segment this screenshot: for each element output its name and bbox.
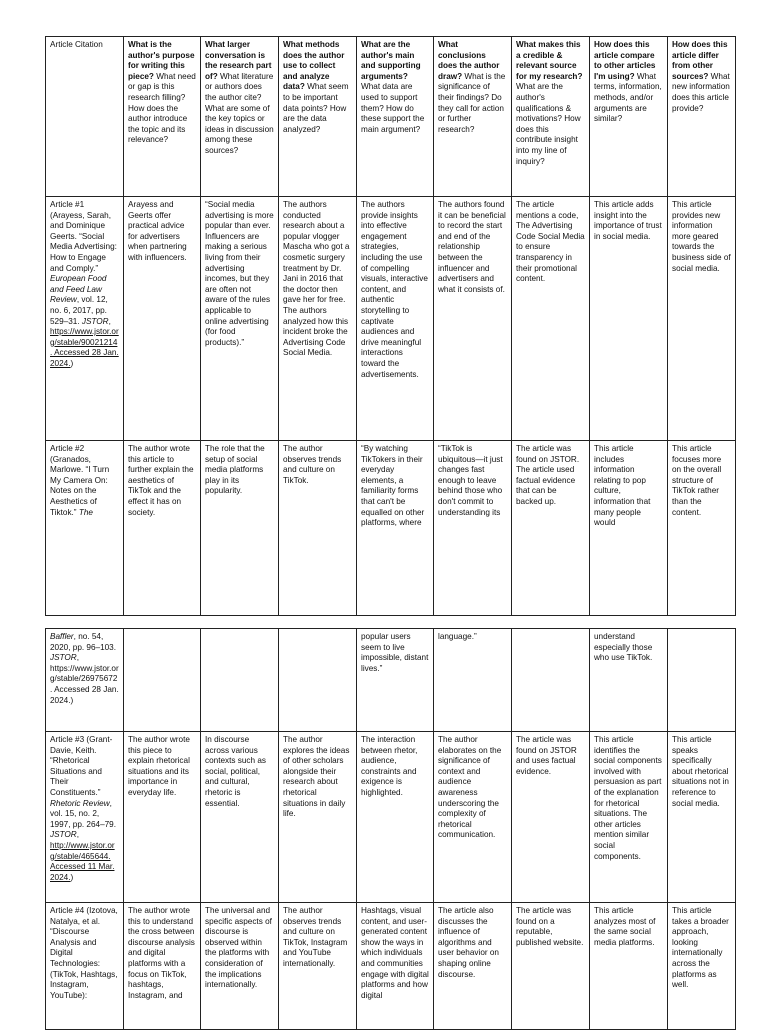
article-4-purpose: The author wrote this to understand the cross between discourse analysis and digital platforms with a focus on TikTok, hashtags, Instagram, and	[124, 903, 201, 1030]
article-2-methods-continued	[279, 629, 357, 732]
article-3-link[interactable]: http://www.jstor.org/stable/465644. Accessed 11 Mar. 2024.	[50, 840, 115, 882]
article-2-purpose-continued	[124, 629, 201, 732]
article-2-credible: The article was found on JSTOR. The article used factual evidence that can be backed up.	[512, 441, 590, 616]
table-page-bottom	[45, 628, 735, 1030]
article-3-conversation: In discourse across various contexts such as social, political, and cultural, rhetoric is essential.	[201, 732, 279, 903]
header-arguments: What are the author's main and supporting arguments? What data are used to support them? How do these support the main argument?	[357, 37, 434, 197]
header-differ: How does this article differ from other sources? What new information does this article provide?	[668, 37, 736, 197]
article-2-methods: The author observes trends and culture on TikTok.	[279, 441, 357, 616]
article-2-compare-continued: understand especially those who use TikTok.	[590, 629, 668, 732]
article-1-link[interactable]: https://www.jstor.org/stable/90021214. Accessed 28 Jan. 2024.	[50, 327, 119, 368]
article-1-citation: Article #1 (Arayess, Sarah, and Dominique Geerts. “Social Media Advertising: How to Engage and Comply.” European Food and Feed Law Review, vol. 12, no. 6, 2017, pp. 529–31. JSTOR, https://www.jstor.org/stable/90021214. Accessed 28 Jan. 2024.)	[46, 197, 124, 441]
article-4-credible: The article was found on a reputable, published website.	[512, 903, 590, 1030]
article-4-arguments: Hashtags, visual content, and user-generated content show the ways in which individuals and communities engage with digital platforms and how digital	[357, 903, 434, 1030]
table-row-article-2	[46, 441, 736, 616]
article-2-compare: This article includes information relating to pop culture, information that many people would	[590, 441, 668, 616]
header-credible: What makes this a credible & relevant source for my research? What are the author's qualifications & motivations? How does this contribute insight into my line of inquiry?	[512, 37, 590, 197]
article-2-differ: This article focuses more on the overall structure of TikTok rather than the content.	[668, 441, 736, 616]
article-1-conversation: “Social media advertising is more popular than ever. Influencers are making a serious living from their advertising incomes, but they are often not aware of the rules applicable to online advertising (for food products).”	[201, 197, 279, 441]
article-1-conclusions: The authors found it can be beneficial to record the start and end of the relationship between the influencer and advertisers and what it consists of.	[434, 197, 512, 441]
research-matrix-table-top	[45, 36, 736, 616]
header-conclusions: What conclusions does the author draw? What is the significance of their findings? Do they call for action or further research?	[434, 37, 512, 197]
table-row-article-3	[46, 732, 736, 903]
article-2-conversation-continued	[201, 629, 279, 732]
article-2-credible-continued	[512, 629, 590, 732]
table-row-article-2-continued	[46, 629, 736, 732]
article-3-credible: The article was found on JSTOR and uses factual evidence.	[512, 732, 590, 903]
article-2-conversation: The role that the setup of social media platforms play in its popularity.	[201, 441, 279, 616]
article-4-compare: This article analyzes most of the same social media platforms.	[590, 903, 668, 1030]
article-2-conclusions: “TikTok is ubiquitous—it just changes fast enough to leave behind those who don't commit to understanding its	[434, 441, 512, 616]
article-2-conclusions-continued: language.”	[434, 629, 512, 732]
article-2-citation-continued: Baffler, no. 54, 2020, pp. 96–103. JSTOR, https://www.jstor.org/stable/26975672. Accessed 28 Jan. 2024.)	[46, 629, 124, 732]
article-2-arguments-continued: popular users seem to live impossible, distant lives.”	[357, 629, 434, 732]
article-1-purpose: Arayess and Geerts offer practical advice for advertisers when partnering with influencers.	[124, 197, 201, 441]
article-3-methods: The author explores the ideas of other scholars alongside their research about rhetorical situations in daily life.	[279, 732, 357, 903]
article-1-credible: The article mentions a code, The Advertising Code Social Media to ensure transparency in their promotional content.	[512, 197, 590, 441]
article-3-citation: Article #3 (Grant-Davie, Keith. “Rhetorical Situations and Their Constituents.” Rhetoric Review, vol. 15, no. 2, 1997, pp. 264–79. JSTOR, http://www.jstor.org/stable/465644. Accessed 11 Mar. 2024.)	[46, 732, 124, 903]
table-row-article-4	[46, 903, 736, 1030]
header-citation: Article Citation	[46, 37, 124, 197]
article-4-differ: This article takes a broader approach, looking internationally across the platforms as well.	[668, 903, 736, 1030]
article-2-arguments: “By watching TikTokers in their everyday elements, a familiarity forms that can't be equalled on other platforms, where	[357, 441, 434, 616]
header-conversation: What larger conversation is the research part of? What literature or authors does the author cite? What are some of the key topics or ideas in discussion among these sources?	[201, 37, 279, 197]
research-matrix-table-bottom	[45, 628, 736, 1030]
article-4-citation: Article #4 (Izotova, Natalya, et al. “Discourse Analysis and Digital Technologies: (TikTok, Hashtags, Instagram, YouTube):	[46, 903, 124, 1030]
article-3-compare: This article identifies the social components involved with persuasion as part of the explanation for rhetorical situations. The other articles mention similar social components.	[590, 732, 668, 903]
header-row	[46, 37, 736, 197]
header-methods: What methods does the author use to collect and analyze data? What seem to be important data points? How are the data analyzed?	[279, 37, 357, 197]
article-4-methods: The author observes trends and culture on TikTok, Instagram and YouTube internationally.	[279, 903, 357, 1030]
article-2-purpose: The author wrote this article to further explain the aesthetics of TikTok and the effect it has on society.	[124, 441, 201, 616]
header-purpose: What is the author's purpose for writing this piece? What need or gap is this research filling? How does the author introduce the topic and its relevance?	[124, 37, 201, 197]
article-1-compare: This article adds insight into the importance of trust in social media.	[590, 197, 668, 441]
header-compare: How does this article compare to other articles I'm using? What terms, information, methods, and/or arguments are similar?	[590, 37, 668, 197]
table-row-article-1	[46, 197, 736, 441]
article-3-purpose: The author wrote this piece to explain rhetorical situations and its importance in everyday life.	[124, 732, 201, 903]
article-1-differ: This article provides new information more geared towards the business side of social media.	[668, 197, 736, 441]
article-1-methods: The authors conducted research about a popular vlogger Mascha who got a cosmetic surgery treatment by Dr. Jani in 2016 that the doctor then gave her for free. The authors analyzed how this incident broke the Advertising Code Social Media.	[279, 197, 357, 441]
article-2-differ-continued	[668, 629, 736, 732]
article-4-conclusions: The article also discusses the influence of algorithms and user behavior on shaping online discourse.	[434, 903, 512, 1030]
article-4-conversation: The universal and specific aspects of discourse is observed within the platforms with consideration of the implications internationally.	[201, 903, 279, 1030]
article-3-conclusions: The author elaborates on the significance of context and audience awareness underscoring the complexity of rhetorical communication.	[434, 732, 512, 903]
table-page-top	[45, 36, 735, 616]
article-3-differ: This article speaks specifically about rhetorical situations not in reference to social media.	[668, 732, 736, 903]
article-3-arguments: The interaction between rhetor, audience, constraints and exigence is highlighted.	[357, 732, 434, 903]
article-2-citation: Article #2 (Granados, Marlowe. “I Turn My Camera On: Notes on the Aesthetics of Tiktok.” The	[46, 441, 124, 616]
article-1-arguments: The authors provide insights into effective engagement strategies, including the use of compelling visuals, interactive content, and authentic storytelling to captivate audiences and drive meaningful interactions toward the advertisements.	[357, 197, 434, 441]
